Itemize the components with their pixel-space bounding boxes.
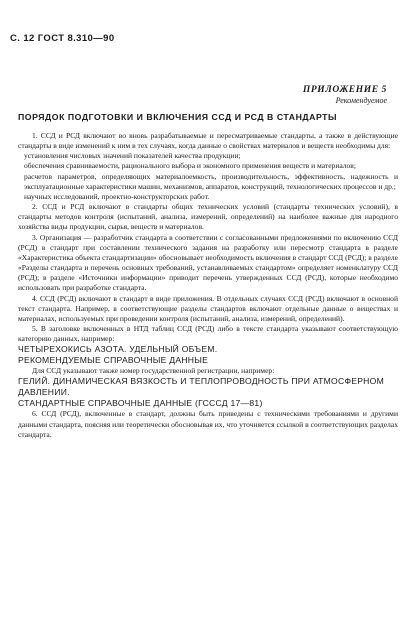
paragraph-1-item-c: расчетов параметров, определяющих материалоемкость, производительность, эффективность, надежность и эксплуатационные характеристики машин, механизмов, аппаратов, конструкций, технологических процессов и др.; [24, 171, 398, 191]
category-example-2: ГЕЛИЙ. ДИНАМИЧЕСКАЯ ВЯЗКОСТЬ И ТЕПЛОПРОВОДНОСТЬ ПРИ АТМОСФЕРНОМ ДАВЛЕНИИ. [18, 376, 384, 398]
paragraph-5-registration: Для ССД указывают также номер государственной регистрации, например: [32, 366, 275, 376]
category-example-2-label: СТАНДАРТНЫЕ СПРАВОЧНЫЕ ДАННЫЕ (ГСССД 17—81) [18, 398, 263, 409]
paragraph-1-item-b: обеспечения сравниваемости, рационального выбора и экономного применения веществ и материалов; [24, 161, 356, 171]
appendix-subtitle: Рекомендуемое [335, 96, 387, 105]
appendix-label [303, 85, 387, 105]
page-header: С. 12 ГОСТ 8.310—90 [10, 33, 115, 44]
category-example-1-label: РЕКОМЕНДУЕМЫЕ СПРАВОЧНЫЕ ДАННЫЕ [18, 355, 209, 366]
section-title: ПОРЯДОК ПОДГОТОВКИ И ВКЛЮЧЕНИЯ ССД И РСД В СТАНДАРТЫ [18, 112, 338, 122]
paragraph-1: 1. ССД и РСД включают во вновь разрабатываемые и пересматриваемые стандарты, а также в действующие стандарты в виде изменений к ним в тех случаях, когда данные о свойствах материалов и веществ необходимы для: [18, 131, 398, 151]
paragraph-4: 4. ССД (РСД) включают в стандарт в виде приложения. В отдельных случаях ССД (РСД) включают в основной текст стандарта. Например, в соответствующие разделы стандартов включают отдельные данные о веществах и материалах, используемых при проведении контроля (испытаний, анализа, измерений, определений). [18, 293, 398, 323]
paragraph-3: 3. Организация — разработчик стандарта в соответствии с согласованными предложениями по включению ССД (РСД) в стандарт при составлении технического задания на разработку или пересмотр стандарта в разделе «Характеристика объекта стандартизации» обосновывает необходимость включения в стандарт ССД (РСД); в разделе «Разделы стандарта и перечень основных требований, устанавливаемых стандартом» определяет номенклатуру ССД (РСД); в разделе «Источники информации» приводит перечень утвержденных ССД (РСД), которые необходимо использовать при разработке стандарта. [18, 232, 398, 293]
paragraph-6: 6. ССД (РСД), включенные в стандарт, должны быть приведены с техническими требованиями и другими данными стандарта, поясняя или теоретически обосновывая их, что уточняется ссылкой в соответствующих разделах стандарта. [18, 409, 398, 439]
body-text [18, 131, 398, 440]
paragraph-2: 2. ССД и РСД включают в стандарты общих технических условий (стандарты технических условий), в стандарты методов контроля (испытаний, анализа, измерений, определений) на наиболее важные для народного хозяйства виды продукции, сырья, веществ и материалов. [18, 202, 398, 232]
appendix-title: ПРИЛОЖЕНИЕ 5 [302, 85, 387, 95]
paragraph-1-item-d: научных исследований, проектно-конструкторских работ. [24, 191, 210, 201]
category-example-1: ЧЕТЫРЕХОКИСЬ АЗОТА. УДЕЛЬНЫЙ ОБЪЕМ. [18, 344, 218, 355]
paragraph-5: 5. В заголовке включенных в НТД таблиц ССД (РСД) либо в тексте стандарта указывают соответствующую категорию данных, например: [18, 323, 398, 344]
paragraph-1-item-a: установления числовых значений показателей качества продукции; [24, 151, 241, 161]
